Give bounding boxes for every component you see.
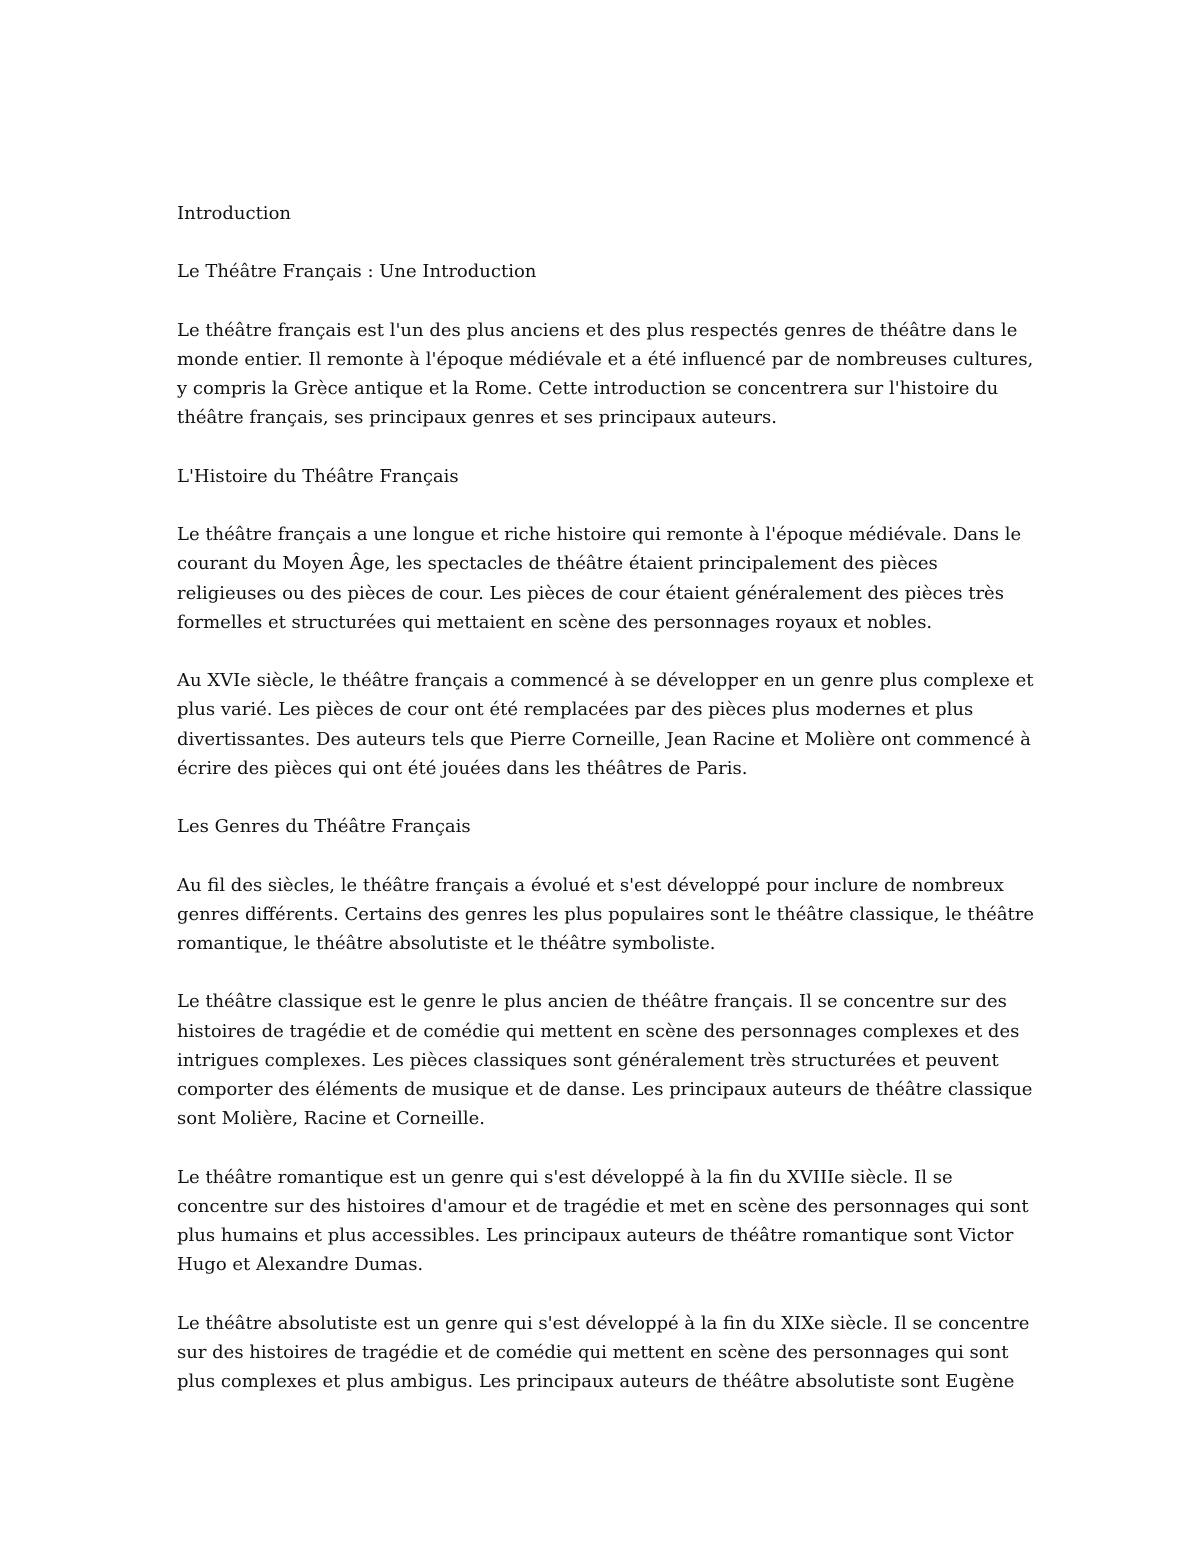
section-heading: Les Genres du Théâtre Français: [177, 816, 471, 838]
paragraph: Le théâtre français est l'un des plus anciens et des plus respectés genres de théâtre dans le monde entier. Il remonte à l'époque médiévale et a été influencé par de nombreuses cultures, y compris la Grèce antique et la Rome. Cette introduction se concentrera sur l'histoire du théâtre français, ses principaux genres et ses principaux auteurs.: [177, 319, 1034, 429]
paragraph: Le théâtre absolutiste est un genre qui s'est développé à la fin du XIXe siècle. Il se concentre sur des histoires de tragédie et de comédie qui mettent en scène des personnages qui sont plus complexes et plus ambigus. Les principaux auteurs de théâtre absolutiste sont Eugène: [177, 1312, 1030, 1392]
paragraph: Le théâtre classique est le genre le plus ancien de théâtre français. Il se concentre sur des histoires de tragédie et de comédie qui mettent en scène des personnages complexes et des intrigues complexes. Les pièces classiques sont généralement très structurées et peuvent comporter des éléments de musique et de danse. Les principaux auteurs de théâtre classique sont Molière, Racine et Corneille.: [177, 991, 1033, 1130]
section-heading: Le Théâtre Français : Une Introduction: [177, 261, 537, 283]
paragraph: Le théâtre romantique est un genre qui s'est développé à la fin du XVIIIe siècle. Il se concentre sur des histoires d'amour et de tragédie et met en scène des personnages qui sont plus humains et plus accessibles. Les principaux auteurs de théâtre romantique sont Victor Hugo et Alexandre Dumas.: [177, 1166, 1029, 1276]
paragraph: Le théâtre français a une longue et riche histoire qui remonte à l'époque médiévale. Dans le courant du Moyen Âge, les spectacles de théâtre étaient principalement des pièces religieuses ou des pièces de cour. Les pièces de cour étaient généralement des pièces très formelles et structurées qui mettaient en scène des personnages royaux et nobles.: [177, 524, 1022, 633]
document-body: [177, 199, 1037, 1425]
paragraph: Au fil des siècles, le théâtre français a évolué et s'est développé pour inclure de nombreux genres différents. Certains des genres les plus populaires sont le théâtre classique, le théâtre romantique, le théâtre absolutiste et le théâtre symboliste.: [177, 874, 1035, 954]
section-heading: L'Histoire du Théâtre Français: [177, 465, 459, 487]
paragraph: Au XVIe siècle, le théâtre français a commencé à se développer en un genre plus complexe et plus varié. Les pièces de cour ont été remplacées par des pièces plus modernes et plus divertissantes. Des auteurs tels que Pierre Corneille, Jean Racine et Molière ont commencé à écrire des pièces qui ont été jouées dans les théâtres de Paris.: [177, 670, 1034, 779]
document-title: Introduction: [177, 203, 291, 224]
